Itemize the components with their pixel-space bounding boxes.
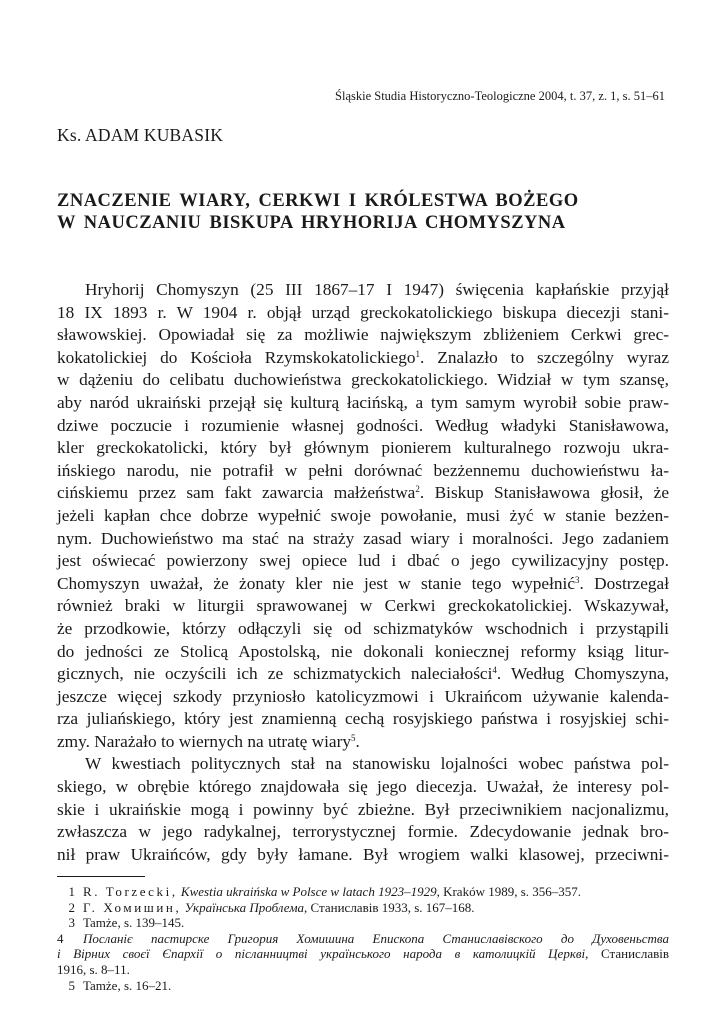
body-line: aby naród ukraiński przejął się kulturą łacińską, a tym samym wyrobił sobie praw- bbox=[57, 392, 669, 412]
body-line: że przodkowie, którzy odłączyli się od schizmatyków wschodnich i przystąpili bbox=[57, 618, 669, 638]
footnote-continuation: 1916, s. 8–11. bbox=[57, 961, 130, 977]
body-line: do jedności ze Stolicą Apostolską, nie dokonali koniecznej reformy ksiąg litur- bbox=[57, 641, 669, 661]
footnote: 4 Посланіє пастирске Григория Хомишина Епископа Станиславівского до Духовеньства bbox=[57, 930, 669, 946]
body-line: jeżeli kapłan chce dobrze wypełnić swoje powołanie, musi żyć w stanie bezżen- bbox=[57, 505, 669, 525]
body-line: w dążeniu do celibatu duchowieństwa greckokatolickiego. Widział w tym szansę, bbox=[57, 370, 669, 390]
body-line: kler greckokatolicki, który był głównym pionierem kulturalnego rozwoju ukra- bbox=[57, 438, 669, 458]
body-line: gicznych, nie oczyścili ich ze schizmatyckich naleciałości$^4$. Według Chomyszyna, bbox=[57, 664, 669, 684]
footnotes bbox=[57, 884, 669, 993]
footnote-divider bbox=[57, 876, 145, 877]
body-line: zmy. Narażało to wiernych na utratę wiary$^5$. bbox=[57, 731, 360, 751]
footnote: 3 Tamże, s. 139–145. bbox=[68, 915, 185, 931]
body-line: 18 IX 1893 r. W 1904 r. objął urząd greckokatolickiego biskupa diecezji stani- bbox=[57, 302, 669, 322]
body-line: W kwestiach politycznych stał na stanowisku lojalności wobec państwa pol- bbox=[85, 754, 669, 774]
article-body bbox=[57, 279, 669, 866]
body-line: sławowskiej. Opowiadał się za możliwie największym zbliżeniem Cerkwi grec- bbox=[57, 325, 669, 345]
body-line: rza juliańskiego, który jest znamienną cechą rosyjskiego państwa i rosyjskiej schi- bbox=[57, 709, 669, 729]
footnote-continuation: і Вірних своєї Єпархії о післанництві українського народа в католицкій Церкві, Станиславів bbox=[57, 946, 669, 962]
body-line: jest oświecać powierzony swej opiece lud i dbać o jego cywilizacyjny postęp. bbox=[57, 551, 669, 571]
footnote-ref[interactable]: 5 bbox=[350, 732, 356, 743]
body-line: nił praw Ukraińców, gdy były łamane. Był wrogiem walki klasowej, przeciwni- bbox=[57, 844, 669, 864]
body-line: skie i ukraińskie mogą i powinny być zbieżne. Był przeciwnikiem nacjonalizmu, bbox=[57, 799, 669, 819]
body-line: Hryhorij Chomyszyn (25 III 1867–17 I 1947) święcenia kapłańskie przyjął bbox=[85, 280, 669, 299]
footnote: 1 R. Torzecki, Kwestia ukraińska w Polsce w latach 1923–1929, Kraków 1989, s. 356–357. bbox=[68, 884, 582, 899]
footnote-ref[interactable]: 1 bbox=[415, 348, 420, 359]
author-name: Ks. ADAM KUBASIK bbox=[57, 125, 224, 145]
article-title bbox=[57, 190, 579, 234]
journal-reference: Śląskie Studia Historyczno-Teologiczne 2004, t. 37, z. 1, s. 51–61 bbox=[335, 89, 665, 103]
body-line: nym. Duchowieństwo ma stać na straży zasad wiary i moralności. Jego zadaniem bbox=[57, 528, 669, 548]
body-line: jeszcze więcej szkody przyniosło katolicyzmowi i Ukraińcom używanie kalenda- bbox=[57, 686, 669, 706]
footnote-ref[interactable]: 4 bbox=[492, 665, 497, 676]
body-line: dziwe poczucie i rozumienie własnej godności. Według władyki Stanisławowa, bbox=[57, 415, 669, 435]
body-line: cińskiemu przez sam fakt zawarcia małżeństwa$^2$. Biskup Stanisławowa głosił, że bbox=[57, 483, 670, 503]
body-line: zwłaszcza w jego radykalnej, terrorystycznej formie. Zdecydowanie jednak bro- bbox=[57, 822, 669, 842]
body-line: kokatolickiej do Kościoła Rzymskokatolickiego$^1$. Znalazło to szczególny wyraz bbox=[57, 347, 669, 367]
footnote: 5 Tamże, s. 16–21. bbox=[68, 977, 172, 993]
title-line: ZNACZENIE WIARY, CERKWI I KRÓLESTWA BOŻEGO bbox=[57, 191, 579, 211]
title-line: W NAUCZANIU BISKUPA HRYHORIJA CHOMYSZYNA bbox=[57, 213, 566, 233]
body-line: skiego, w obrębie którego znajdowała się jego diecezja. Uważał, że interesy pol- bbox=[57, 777, 669, 797]
body-line: również braki w liturgii sprawowanej w Cerkwi greckokatolickiej. Wskazywał, bbox=[57, 596, 669, 616]
footnote-ref[interactable]: 3 bbox=[575, 574, 580, 585]
footnote: 2 Г. Хомишин, Українська Проблема, Станиславів 1933, s. 167–168. bbox=[68, 899, 475, 915]
body-line: Chomyszyn uważał, że żonaty kler nie jest w stanie tego wypełnić$^3$. Dostrzegał bbox=[57, 573, 669, 593]
body-line: ińskiego narodu, nie potrafił w pełni dorównać bezżennemu duchowieństwu ła- bbox=[57, 460, 669, 480]
footnote-ref[interactable]: 2 bbox=[415, 484, 420, 495]
